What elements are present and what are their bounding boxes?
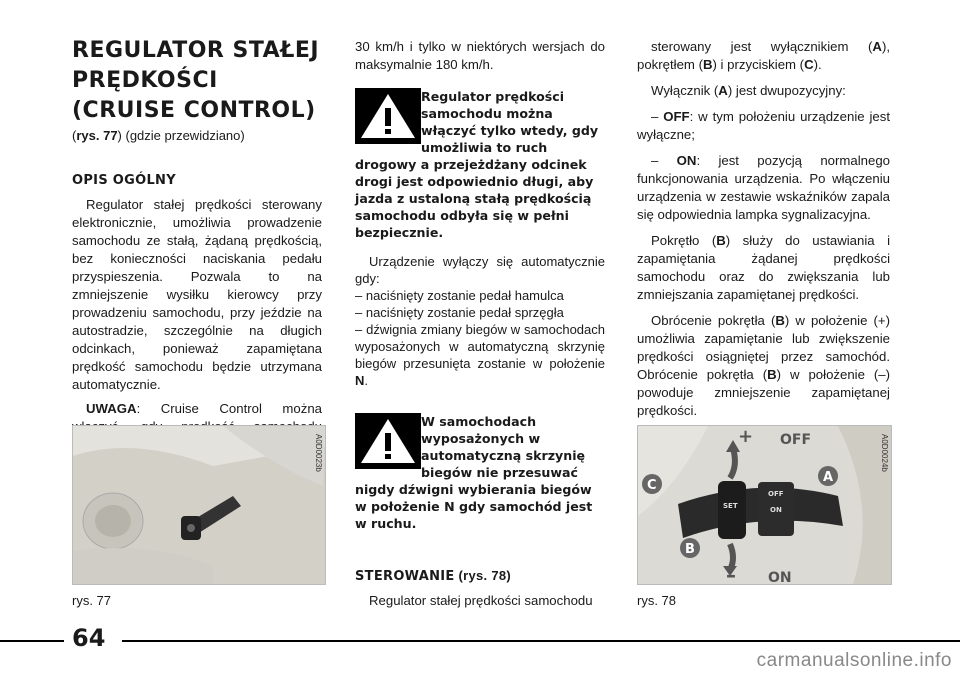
off-position-paragraph: – OFF: w tym położeniu urządzenie jest wyłączne; xyxy=(637,109,891,142)
text-span: ) w położenie (–) powoduje zmniejszenie zapamiętanej prędkości. xyxy=(637,367,891,418)
set-label: SET xyxy=(723,502,738,510)
knob-rotation-paragraph xyxy=(637,312,890,420)
general-description: Regulator stałej prędkości sterowany elektronicznie, umożliwia prowadzenie samochodu ze stałą, żądaną prędkością, bez konieczności naciskania pedału przyspieszenia. Pozwala to na zmniejszenie wysiłku kierowcy przy prowadzeniu samochodu, przy jeździe na autostradzie, szczególnie na długich odcinkach, ponieważ zapamiętana prędkość samochodu będzie utrzymana automatycznie. xyxy=(72,197,322,392)
column-2 xyxy=(355,30,605,610)
condition-brake: – naciśnięty zostanie pedał hamulca xyxy=(355,288,564,303)
text-span: ). xyxy=(813,57,822,72)
off-position-label: OFF xyxy=(780,432,812,448)
text-span: Obrócenie pokrętła ( xyxy=(651,313,776,328)
title-subtitle: (rys. 77) (gdzie przewidziano) xyxy=(72,128,245,143)
column-3 xyxy=(637,30,890,420)
condition-gear-position: N xyxy=(355,373,365,388)
title-line-3: (CRUISE CONTROL) xyxy=(72,98,316,123)
label-B: B xyxy=(767,367,777,382)
subtitle-figure-ref: rys. 77 xyxy=(76,128,118,143)
title-line-2: PRĘDKOŚCI xyxy=(72,68,218,93)
footer-rule-left xyxy=(0,640,64,642)
column-1 xyxy=(72,30,322,454)
label-A: A xyxy=(872,39,882,54)
label-B: B xyxy=(775,313,785,328)
warning-triangle-icon xyxy=(355,88,421,144)
dashboard-stalk-illustration xyxy=(73,426,325,584)
warning-block-1 xyxy=(355,88,605,241)
text-span: sterowany jest wyłącznikiem ( xyxy=(651,39,873,54)
footer-rule-right xyxy=(122,640,960,642)
label-A: A xyxy=(718,83,728,98)
warning-text-2: W samochodach wyposażonych w automatyczną skrzynię biegów nie przesuwać nigdy dźwigni wybierania biegów w położenie N gdy samochód jest w ruchu. xyxy=(355,414,593,531)
text-span: ) służy do ustawiania i zapamiętania żądanej prędkości samochodu oraz do zwiększania lub zmniejszania zapamiętanej prędkości. xyxy=(637,233,890,302)
subtitle-note: (gdzie przewidziano) xyxy=(121,128,245,143)
callout-B: B xyxy=(685,542,695,557)
section-heading-controls xyxy=(355,568,605,584)
figure-77-code: A0D0023b xyxy=(314,434,323,472)
watermark: carmanualsonline.info xyxy=(756,650,952,671)
text-span: Wyłącznik ( xyxy=(651,83,719,98)
switch-paragraph xyxy=(637,82,890,100)
figure-77-caption: rys. 77 xyxy=(72,593,112,608)
page-number: 64 xyxy=(72,624,106,652)
note-text: : Cruise Control można xyxy=(136,401,322,416)
label-B: B xyxy=(716,233,726,248)
off-text: : w tym położeniu urządzenie jest wyłączne; xyxy=(637,109,891,142)
label-C: C xyxy=(804,57,814,72)
text-span: ) jest dwupozycyjny: xyxy=(727,83,846,98)
off-label: OFF xyxy=(663,109,690,124)
page-title xyxy=(72,36,322,126)
condition-gear-text: – dźwignia zmiany biegów w samochodach wyposażonych w automatyczną skrzynię biegów przesunięta zostanie w położenie xyxy=(355,322,605,371)
section-heading-general: OPIS OGÓLNY xyxy=(72,173,176,188)
warning-triangle-icon xyxy=(355,413,421,469)
text-span: Pokrętło ( xyxy=(651,233,717,248)
minus-label: – xyxy=(726,563,736,584)
controls-heading: STEROWANIE xyxy=(355,569,455,584)
speed-range-text: 30 km/h i tylko w niektórych wersjach do maksymalnie 180 km/h. xyxy=(355,39,605,72)
auto-off-intro: Urządzenie wyłączy się automatycznie gdy: xyxy=(355,254,605,286)
text-span: ) i przyciskiem ( xyxy=(712,57,805,72)
on-text: : jest pozycją normalnego funkcjonowania urządzenia. Po włączeniu urządzenia w zestawie wskaźników zapala się odpowiednia lampka sygnalizacyjna. xyxy=(637,153,890,222)
warning-text-1: Regulator prędkości samochodu można włączyć tylko wtedy, gdy umożliwia to ruch drogowy a przejeżdżany odcinek drogi jest odpowiednio długi, aby jazda z ustaloną stałą prędkością samochodu odbyła się w pełni bezpiecznie. xyxy=(355,89,599,240)
controls-figure-ref: (rys. 78) xyxy=(454,568,512,583)
knob-paragraph xyxy=(637,232,890,304)
text-span: ), pokrętłem ( xyxy=(637,39,890,72)
controls-paragraph xyxy=(637,38,890,74)
callout-C: C xyxy=(647,478,657,493)
callout-A: A xyxy=(823,470,834,485)
condition-clutch: – naciśnięty zostanie pedał sprzęgła xyxy=(355,305,564,320)
controls-intro: Regulator stałej prędkości samochodu xyxy=(369,593,593,608)
note-label: UWAGA xyxy=(86,401,137,416)
on-position-label: ON xyxy=(768,570,792,584)
stalk-off-text: OFF xyxy=(768,490,784,498)
text-span: ) w położenie (+) umożliwia zapamiętanie lub zwiększenie prędkości osiągniętej przez samochód. Obrócenie pokrętła ( xyxy=(637,313,891,382)
figure-78-image xyxy=(637,425,892,585)
warning-block-2 xyxy=(355,413,605,532)
title-line-1: REGULATOR STAŁEJ xyxy=(72,38,320,63)
condition-gear-lever: – dźwignia zmiany biegów w samochodach wyposażonych w automatyczną skrzynię biegów przesunięta zostanie w położenie N. xyxy=(355,322,605,388)
label-B: B xyxy=(702,57,713,72)
on-label: ON xyxy=(676,153,697,168)
on-position-paragraph: – ON: jest pozycją normalnego funkcjonowania urządzenia. Po włączeniu urządzenia w zestawie wskaźników zapala się odpowiednia lampka sygnalizacyjna. xyxy=(637,153,890,222)
figure-77-image xyxy=(72,425,326,585)
cruise-control-stalk-illustration xyxy=(638,426,891,584)
stalk-on-text: ON xyxy=(770,506,782,514)
plus-label: + xyxy=(738,426,754,447)
figure-78-caption: rys. 78 xyxy=(637,593,677,608)
figure-78-code: A0D0024b xyxy=(880,434,889,472)
